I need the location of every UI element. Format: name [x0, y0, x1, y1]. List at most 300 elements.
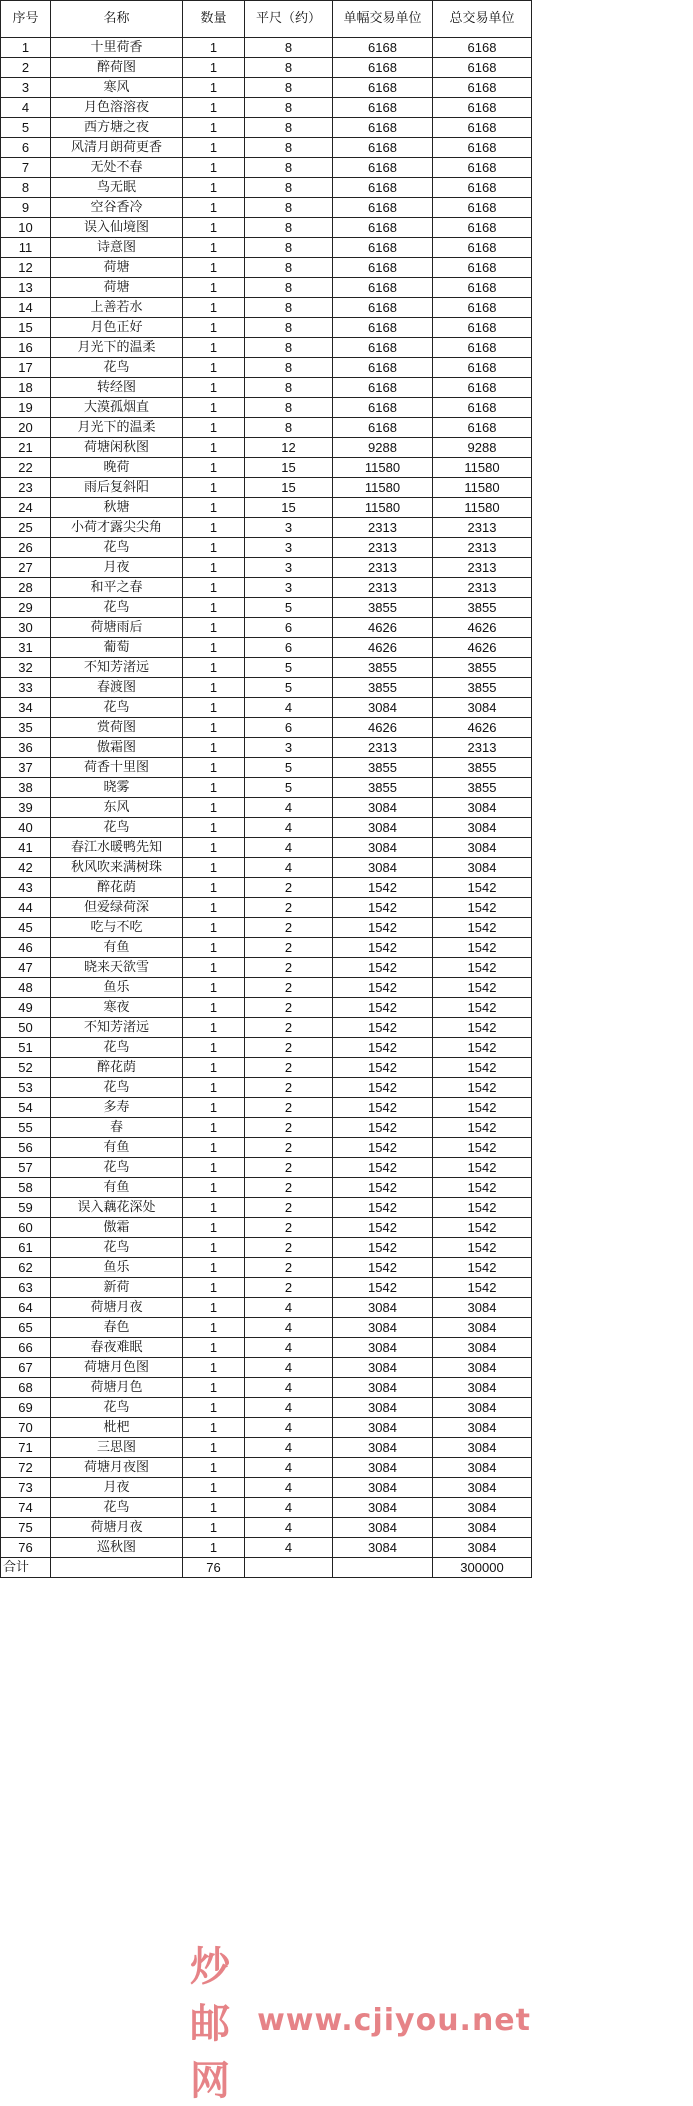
- cell-size: 15: [245, 498, 333, 518]
- table-row: [1, 1118, 532, 1138]
- cell-index: 67: [1, 1358, 51, 1378]
- cell-size: 8: [245, 418, 333, 438]
- table-row: [1, 418, 532, 438]
- cell-quantity: 1: [183, 598, 245, 618]
- cell-size: 4: [245, 858, 333, 878]
- cell-total-price: 1542: [433, 978, 532, 998]
- cell-total-price: 3084: [433, 1478, 532, 1498]
- table-row: [1, 1478, 532, 1498]
- cell-unit-price: 3084: [333, 1378, 433, 1398]
- table-row: [1, 538, 532, 558]
- cell-name: 大漠孤烟直: [51, 398, 183, 418]
- cell-size: 4: [245, 838, 333, 858]
- header-total-price: 总交易单位: [433, 1, 532, 38]
- cell-index: 69: [1, 1398, 51, 1418]
- cell-quantity: 1: [183, 518, 245, 538]
- cell-index: 38: [1, 778, 51, 798]
- cell-quantity: 1: [183, 98, 245, 118]
- cell-total-price: 6168: [433, 178, 532, 198]
- cell-name: 鱼乐: [51, 1258, 183, 1278]
- cell-quantity: 1: [183, 118, 245, 138]
- cell-name: 花鸟: [51, 1078, 183, 1098]
- table-row: [1, 1298, 532, 1318]
- cell-unit-price: 6168: [333, 38, 433, 58]
- cell-total-price: 1542: [433, 1018, 532, 1038]
- table-row: [1, 898, 532, 918]
- cell-size: 8: [245, 38, 333, 58]
- cell-unit-price: 6168: [333, 318, 433, 338]
- cell-index: 44: [1, 898, 51, 918]
- cell-size: 2: [245, 1098, 333, 1118]
- cell-quantity: 1: [183, 1278, 245, 1298]
- table-row: [1, 978, 532, 998]
- total-row: [1, 1558, 532, 1578]
- cell-unit-price: 3084: [333, 1418, 433, 1438]
- cell-size: 8: [245, 358, 333, 378]
- cell-name: 荷塘: [51, 278, 183, 298]
- cell-size: 2: [245, 878, 333, 898]
- cell-quantity: 1: [183, 1178, 245, 1198]
- cell-total-price: 11580: [433, 458, 532, 478]
- cell-quantity: 1: [183, 1378, 245, 1398]
- cell-unit-price: 1542: [333, 958, 433, 978]
- cell-size: 4: [245, 818, 333, 838]
- cell-name: 鱼乐: [51, 978, 183, 998]
- cell-quantity: 1: [183, 398, 245, 418]
- cell-quantity: 1: [183, 1198, 245, 1218]
- header-unit-price: 单幅交易单位: [333, 1, 433, 38]
- cell-index: 12: [1, 258, 51, 278]
- cell-index: 37: [1, 758, 51, 778]
- cell-quantity: 1: [183, 978, 245, 998]
- cell-size: 4: [245, 1538, 333, 1558]
- cell-name: 秋风吹来满树珠: [51, 858, 183, 878]
- cell-unit-price: 1542: [333, 898, 433, 918]
- table-row: [1, 778, 532, 798]
- cell-name: 有鱼: [51, 1138, 183, 1158]
- cell-name: 上善若水: [51, 298, 183, 318]
- cell-unit-price: 6168: [333, 198, 433, 218]
- cell-name: 花鸟: [51, 1398, 183, 1418]
- cell-unit-price: 3855: [333, 598, 433, 618]
- cell-name: 秋塘: [51, 498, 183, 518]
- cell-quantity: 1: [183, 578, 245, 598]
- cell-total-price: 1542: [433, 1138, 532, 1158]
- cell-index: 29: [1, 598, 51, 618]
- cell-index: 20: [1, 418, 51, 438]
- table-row: [1, 838, 532, 858]
- cell-total-price: 6168: [433, 138, 532, 158]
- cell-unit-price: 3855: [333, 658, 433, 678]
- cell-name: 十里荷香: [51, 38, 183, 58]
- cell-quantity: 1: [183, 838, 245, 858]
- cell-total-price: 3855: [433, 598, 532, 618]
- cell-index: 25: [1, 518, 51, 538]
- cell-quantity: 1: [183, 998, 245, 1018]
- cell-size: 8: [245, 198, 333, 218]
- header-quantity: 数量: [183, 1, 245, 38]
- cell-size: 8: [245, 258, 333, 278]
- cell-total-price: 6168: [433, 58, 532, 78]
- cell-unit-price: 11580: [333, 478, 433, 498]
- cell-name: 误入仙境图: [51, 218, 183, 238]
- cell-size: 4: [245, 1298, 333, 1318]
- table-row: [1, 938, 532, 958]
- table-row: [1, 1398, 532, 1418]
- cell-name: 花鸟: [51, 698, 183, 718]
- cell-size: 3: [245, 558, 333, 578]
- cell-unit-price: 6168: [333, 78, 433, 98]
- cell-quantity: 1: [183, 1018, 245, 1038]
- cell-index: 54: [1, 1098, 51, 1118]
- cell-quantity: 1: [183, 1438, 245, 1458]
- cell-unit-price: 2313: [333, 538, 433, 558]
- cell-unit-price: 1542: [333, 918, 433, 938]
- cell-index: 2: [1, 58, 51, 78]
- cell-total-price: 1542: [433, 1058, 532, 1078]
- cell-size: 4: [245, 798, 333, 818]
- cell-quantity: 1: [183, 1138, 245, 1158]
- cell-size: 2: [245, 978, 333, 998]
- cell-name: 风清月朗荷更香: [51, 138, 183, 158]
- cell-unit-price: 6168: [333, 138, 433, 158]
- cell-total-price: 1542: [433, 1158, 532, 1178]
- cell-index: 9: [1, 198, 51, 218]
- cell-index: 28: [1, 578, 51, 598]
- cell-quantity: 1: [183, 218, 245, 238]
- total-size-cell: [245, 1558, 333, 1578]
- cell-name: 荷塘闲秋图: [51, 438, 183, 458]
- cell-quantity: 1: [183, 798, 245, 818]
- cell-unit-price: 1542: [333, 1018, 433, 1038]
- total-name-cell: [51, 1558, 183, 1578]
- cell-total-price: 1542: [433, 998, 532, 1018]
- cell-size: 8: [245, 318, 333, 338]
- cell-quantity: 1: [183, 1318, 245, 1338]
- cell-unit-price: 6168: [333, 178, 433, 198]
- cell-unit-price: 6168: [333, 238, 433, 258]
- cell-index: 76: [1, 1538, 51, 1558]
- cell-quantity: 1: [183, 178, 245, 198]
- cell-index: 21: [1, 438, 51, 458]
- cell-total-price: 1542: [433, 1078, 532, 1098]
- cell-size: 2: [245, 1078, 333, 1098]
- cell-quantity: 1: [183, 1478, 245, 1498]
- cell-size: 2: [245, 958, 333, 978]
- cell-total-price: 3855: [433, 778, 532, 798]
- cell-index: 66: [1, 1338, 51, 1358]
- cell-quantity: 1: [183, 278, 245, 298]
- cell-unit-price: 3084: [333, 1458, 433, 1478]
- cell-unit-price: 6168: [333, 418, 433, 438]
- cell-name: 花鸟: [51, 1158, 183, 1178]
- table-row: [1, 818, 532, 838]
- cell-index: 45: [1, 918, 51, 938]
- cell-index: 47: [1, 958, 51, 978]
- cell-index: 74: [1, 1498, 51, 1518]
- cell-size: 2: [245, 918, 333, 938]
- header-name: 名称: [51, 1, 183, 38]
- table-row: [1, 1338, 532, 1358]
- table-row: [1, 858, 532, 878]
- cell-total-price: 6168: [433, 98, 532, 118]
- cell-total-price: 11580: [433, 498, 532, 518]
- table-row: [1, 638, 532, 658]
- cell-total-price: 1542: [433, 1178, 532, 1198]
- cell-total-price: 3855: [433, 678, 532, 698]
- cell-quantity: 1: [183, 758, 245, 778]
- cell-name: 小荷才露尖尖角: [51, 518, 183, 538]
- cell-index: 51: [1, 1038, 51, 1058]
- table-row: [1, 1078, 532, 1098]
- cell-unit-price: 1542: [333, 1258, 433, 1278]
- cell-total-price: 6168: [433, 318, 532, 338]
- table-row: [1, 1178, 532, 1198]
- table-row: [1, 378, 532, 398]
- cell-total-price: 2313: [433, 538, 532, 558]
- cell-index: 36: [1, 738, 51, 758]
- table-row: [1, 1158, 532, 1178]
- cell-total-price: 3084: [433, 1298, 532, 1318]
- cell-unit-price: 1542: [333, 938, 433, 958]
- cell-quantity: 1: [183, 1398, 245, 1418]
- cell-index: 56: [1, 1138, 51, 1158]
- cell-quantity: 1: [183, 1258, 245, 1278]
- table-row: [1, 878, 532, 898]
- header-index: 序号: [1, 1, 51, 38]
- cell-unit-price: 1542: [333, 1098, 433, 1118]
- cell-size: 5: [245, 598, 333, 618]
- cell-quantity: 1: [183, 678, 245, 698]
- table-row: [1, 918, 532, 938]
- cell-size: 4: [245, 1478, 333, 1498]
- cell-index: 43: [1, 878, 51, 898]
- cell-index: 64: [1, 1298, 51, 1318]
- cell-name: 花鸟: [51, 598, 183, 618]
- cell-index: 59: [1, 1198, 51, 1218]
- cell-size: 4: [245, 1318, 333, 1338]
- cell-unit-price: 3084: [333, 798, 433, 818]
- cell-total-price: 6168: [433, 238, 532, 258]
- table-row: [1, 398, 532, 418]
- cell-name: 春: [51, 1118, 183, 1138]
- cell-index: 27: [1, 558, 51, 578]
- cell-name: 荷塘月夜图: [51, 1458, 183, 1478]
- table-row: [1, 578, 532, 598]
- cell-unit-price: 1542: [333, 1218, 433, 1238]
- cell-total-price: 6168: [433, 278, 532, 298]
- table-row: [1, 158, 532, 178]
- table-row: [1, 998, 532, 1018]
- cell-name: 东风: [51, 798, 183, 818]
- cell-index: 50: [1, 1018, 51, 1038]
- cell-total-price: 6168: [433, 38, 532, 58]
- cell-unit-price: 1542: [333, 998, 433, 1018]
- cell-size: 6: [245, 638, 333, 658]
- cell-index: 61: [1, 1238, 51, 1258]
- cell-unit-price: 11580: [333, 458, 433, 478]
- cell-name: 花鸟: [51, 358, 183, 378]
- cell-total-price: 1542: [433, 898, 532, 918]
- cell-name: 诗意图: [51, 238, 183, 258]
- cell-total-price: 3084: [433, 1358, 532, 1378]
- cell-unit-price: 3855: [333, 778, 433, 798]
- cell-index: 46: [1, 938, 51, 958]
- cell-unit-price: 1542: [333, 1178, 433, 1198]
- cell-name: 无处不春: [51, 158, 183, 178]
- cell-total-price: 1542: [433, 1098, 532, 1118]
- cell-size: 8: [245, 238, 333, 258]
- table-row: [1, 1498, 532, 1518]
- table-row: [1, 1318, 532, 1338]
- cell-index: 71: [1, 1438, 51, 1458]
- cell-name: 花鸟: [51, 1498, 183, 1518]
- table-row: [1, 1238, 532, 1258]
- table-row: [1, 518, 532, 538]
- table-row: [1, 278, 532, 298]
- cell-total-price: 2313: [433, 738, 532, 758]
- cell-unit-price: 1542: [333, 1238, 433, 1258]
- cell-total-price: 4626: [433, 718, 532, 738]
- header-row: [1, 1, 532, 38]
- cell-quantity: 1: [183, 158, 245, 178]
- cell-unit-price: 3084: [333, 858, 433, 878]
- cell-index: 65: [1, 1318, 51, 1338]
- cell-quantity: 1: [183, 698, 245, 718]
- cell-unit-price: 3084: [333, 698, 433, 718]
- cell-size: 2: [245, 938, 333, 958]
- table-row: [1, 478, 532, 498]
- cell-size: 5: [245, 678, 333, 698]
- cell-index: 39: [1, 798, 51, 818]
- cell-total-price: 4626: [433, 618, 532, 638]
- cell-unit-price: 1542: [333, 1198, 433, 1218]
- cell-unit-price: 3084: [333, 1478, 433, 1498]
- table-row: [1, 598, 532, 618]
- cell-size: 12: [245, 438, 333, 458]
- watermark-site-name: 炒邮网: [190, 1943, 232, 2104]
- cell-name: 误入藕花深处: [51, 1198, 183, 1218]
- cell-quantity: 1: [183, 778, 245, 798]
- total-sum: 300000: [433, 1558, 532, 1578]
- cell-quantity: 1: [183, 198, 245, 218]
- cell-size: 2: [245, 998, 333, 1018]
- cell-size: 15: [245, 458, 333, 478]
- cell-index: 63: [1, 1278, 51, 1298]
- cell-unit-price: 2313: [333, 578, 433, 598]
- cell-index: 35: [1, 718, 51, 738]
- cell-unit-price: 1542: [333, 978, 433, 998]
- cell-total-price: 6168: [433, 358, 532, 378]
- cell-unit-price: 9288: [333, 438, 433, 458]
- cell-size: 2: [245, 1258, 333, 1278]
- cell-unit-price: 6168: [333, 58, 433, 78]
- cell-total-price: 6168: [433, 118, 532, 138]
- cell-size: 2: [245, 1018, 333, 1038]
- cell-index: 19: [1, 398, 51, 418]
- cell-name: 晚荷: [51, 458, 183, 478]
- cell-unit-price: 11580: [333, 498, 433, 518]
- cell-unit-price: 3084: [333, 1498, 433, 1518]
- table-row: [1, 758, 532, 778]
- cell-size: 2: [245, 898, 333, 918]
- cell-unit-price: 3084: [333, 1398, 433, 1418]
- cell-size: 2: [245, 1038, 333, 1058]
- table-row: [1, 1038, 532, 1058]
- cell-name: 赏荷图: [51, 718, 183, 738]
- cell-index: 30: [1, 618, 51, 638]
- cell-name: 荷塘雨后: [51, 618, 183, 638]
- cell-quantity: 1: [183, 1238, 245, 1258]
- cell-total-price: 2313: [433, 558, 532, 578]
- cell-total-price: 1542: [433, 1258, 532, 1278]
- cell-quantity: 1: [183, 1418, 245, 1438]
- cell-unit-price: 1542: [333, 1138, 433, 1158]
- table-row: [1, 1218, 532, 1238]
- cell-size: 4: [245, 1498, 333, 1518]
- cell-index: 22: [1, 458, 51, 478]
- cell-size: 2: [245, 1238, 333, 1258]
- table-row: [1, 358, 532, 378]
- table-row: [1, 1018, 532, 1038]
- cell-name: 雨后复斜阳: [51, 478, 183, 498]
- table-row: [1, 1418, 532, 1438]
- cell-total-price: 11580: [433, 478, 532, 498]
- cell-quantity: 1: [183, 818, 245, 838]
- cell-quantity: 1: [183, 418, 245, 438]
- cell-index: 16: [1, 338, 51, 358]
- table-row: [1, 298, 532, 318]
- cell-index: 57: [1, 1158, 51, 1178]
- cell-quantity: 1: [183, 638, 245, 658]
- cell-unit-price: 1542: [333, 1278, 433, 1298]
- cell-name: 寒风: [51, 78, 183, 98]
- cell-unit-price: 4626: [333, 618, 433, 638]
- cell-name: 月夜: [51, 558, 183, 578]
- cell-name: 三思图: [51, 1438, 183, 1458]
- cell-name: 和平之春: [51, 578, 183, 598]
- table-row: [1, 1358, 532, 1378]
- cell-total-price: 6168: [433, 418, 532, 438]
- cell-quantity: 1: [183, 38, 245, 58]
- cell-index: 32: [1, 658, 51, 678]
- cell-total-price: 1542: [433, 1038, 532, 1058]
- cell-unit-price: 1542: [333, 1058, 433, 1078]
- cell-index: 3: [1, 78, 51, 98]
- cell-total-price: 3084: [433, 1378, 532, 1398]
- cell-quantity: 1: [183, 1058, 245, 1078]
- cell-total-price: 6168: [433, 258, 532, 278]
- table-body: [1, 38, 532, 1558]
- cell-quantity: 1: [183, 78, 245, 98]
- cell-total-price: 3084: [433, 838, 532, 858]
- total-quantity: 76: [183, 1558, 245, 1578]
- table-row: [1, 798, 532, 818]
- cell-index: 1: [1, 38, 51, 58]
- cell-index: 33: [1, 678, 51, 698]
- cell-size: 6: [245, 618, 333, 638]
- cell-total-price: 3084: [433, 1498, 532, 1518]
- cell-index: 7: [1, 158, 51, 178]
- cell-size: 8: [245, 118, 333, 138]
- cell-unit-price: 6168: [333, 338, 433, 358]
- cell-name: 但爱绿荷深: [51, 898, 183, 918]
- table-row: [1, 438, 532, 458]
- cell-total-price: 1542: [433, 938, 532, 958]
- cell-size: 8: [245, 138, 333, 158]
- cell-size: 8: [245, 98, 333, 118]
- cell-quantity: 1: [183, 1038, 245, 1058]
